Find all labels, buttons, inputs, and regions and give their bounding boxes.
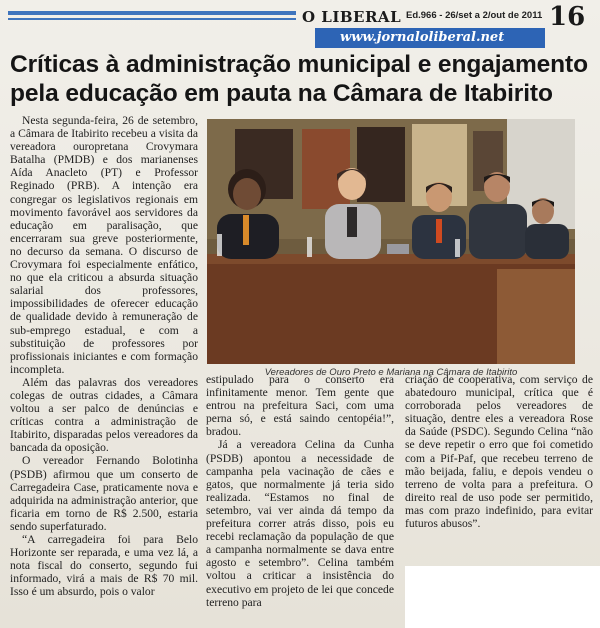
newspaper-name: O LIBERAL <box>302 8 402 26</box>
paragraph: Já a vereadora Celina da Cunha (PSDB) apontou a necessidade de campanha pela vacinação de cães e gatos, que normalmente já teria sido realizada. “Estamos no final de setembro, vai ver ainda dá tempo da prefeitura correr atrás disso, pois eu recebi reclamação da população de que a campanha normalmente se dava entre agosto e setembro”. Celina também voltou a criticar a insistência do executivo em projeto de lei que concede terreno para <box>206 438 394 609</box>
paragraph: Além das palavras dos vereadores colegas de outras cidades, a Câmara voltou a ser palco de denúncias e críticas contra a administração de Itabirito, disparadas pelos vereadores da bancada da oposição. <box>10 375 198 455</box>
masthead-rule <box>8 11 296 15</box>
masthead-rule-thin <box>8 18 296 20</box>
paragraph: O vereador Fernando Bolotinha (PSDB) afirmou que um conserto de Carregadeira Case, praticamente nova e adquirida na administração anterior, que ficaria em torno de R$ 2.500, estaria sendo superfaturado. <box>10 454 198 533</box>
photo-caption: Vereadores de Ouro Preto e Mariana na Câmara de Itabirito <box>264 367 518 378</box>
paragraph: estipulado para o conserto era infinitamente menor. Tem gente que entrou na prefeitura Saci, com uma perna só, e está saindo centopéia!”, bradou. <box>206 373 394 439</box>
paragraph: criação de cooperativa, com serviço de abatedouro municipal, crítica que é corroborada pelos vereadores de situação, dentre eles a vereadora Rose da Saúde (PSDC). Segundo Celina “não se deve repetir o erro que foi cometido com a Pif-Paf, que recebeu terreno de mão beijada, faliu, e depois vendeu o terreno de volta para a prefeitura. O direito real de uso pode ser permitido, mas com prazo indefinido, para evitar futuros abusos”. <box>405 373 593 531</box>
article-column-1 <box>10 114 198 598</box>
paragraph: “A carregadeira foi para Belo Horizonte ser reparada, e uma vez lá, a nota fiscal do conserto, segundo fui informado, virá a mais de R$ 70 mil. Isso é um absurdo, pois o valor <box>10 533 198 599</box>
article-column-3 <box>405 373 593 530</box>
edition-info: Ed.966 - 26/set a 2/out de 2011 <box>406 10 543 21</box>
article-photo <box>207 119 575 364</box>
article-column-2 <box>206 373 394 609</box>
website-url: www.jornaloliberal.net <box>340 30 505 45</box>
page-crop-corner <box>405 566 600 628</box>
article-headline: Críticas à administração municipal e engajamento pela educação em pauta na Câmara de Itabirito <box>10 51 588 107</box>
paragraph: Nesta segunda-feira, 26 de setembro, a Câmara de Itabirito recebeu a visita da vereadora ouropretana Crovymara Batalha (PMDB) e dos marianenses Aída Anacleto (PT) e Professor Reginado (PRB). A intenção era congregar os legislativos regionais em movimento favorável aos servidores da educação em paralisação, que encerraram sua greve posteriormente, no decurso da semana. O discurso de Crovymara foi especialmente enfático, no que ela criticou a absurda situação salarial dos professores, impossibilidades de oferecer educação de qualidade devido à remuneração de sub-emprego estadual, e com a substituição de professores por profissionais iniciantes e com formação incompleta. <box>10 114 198 376</box>
page-number: 16 <box>549 2 586 32</box>
